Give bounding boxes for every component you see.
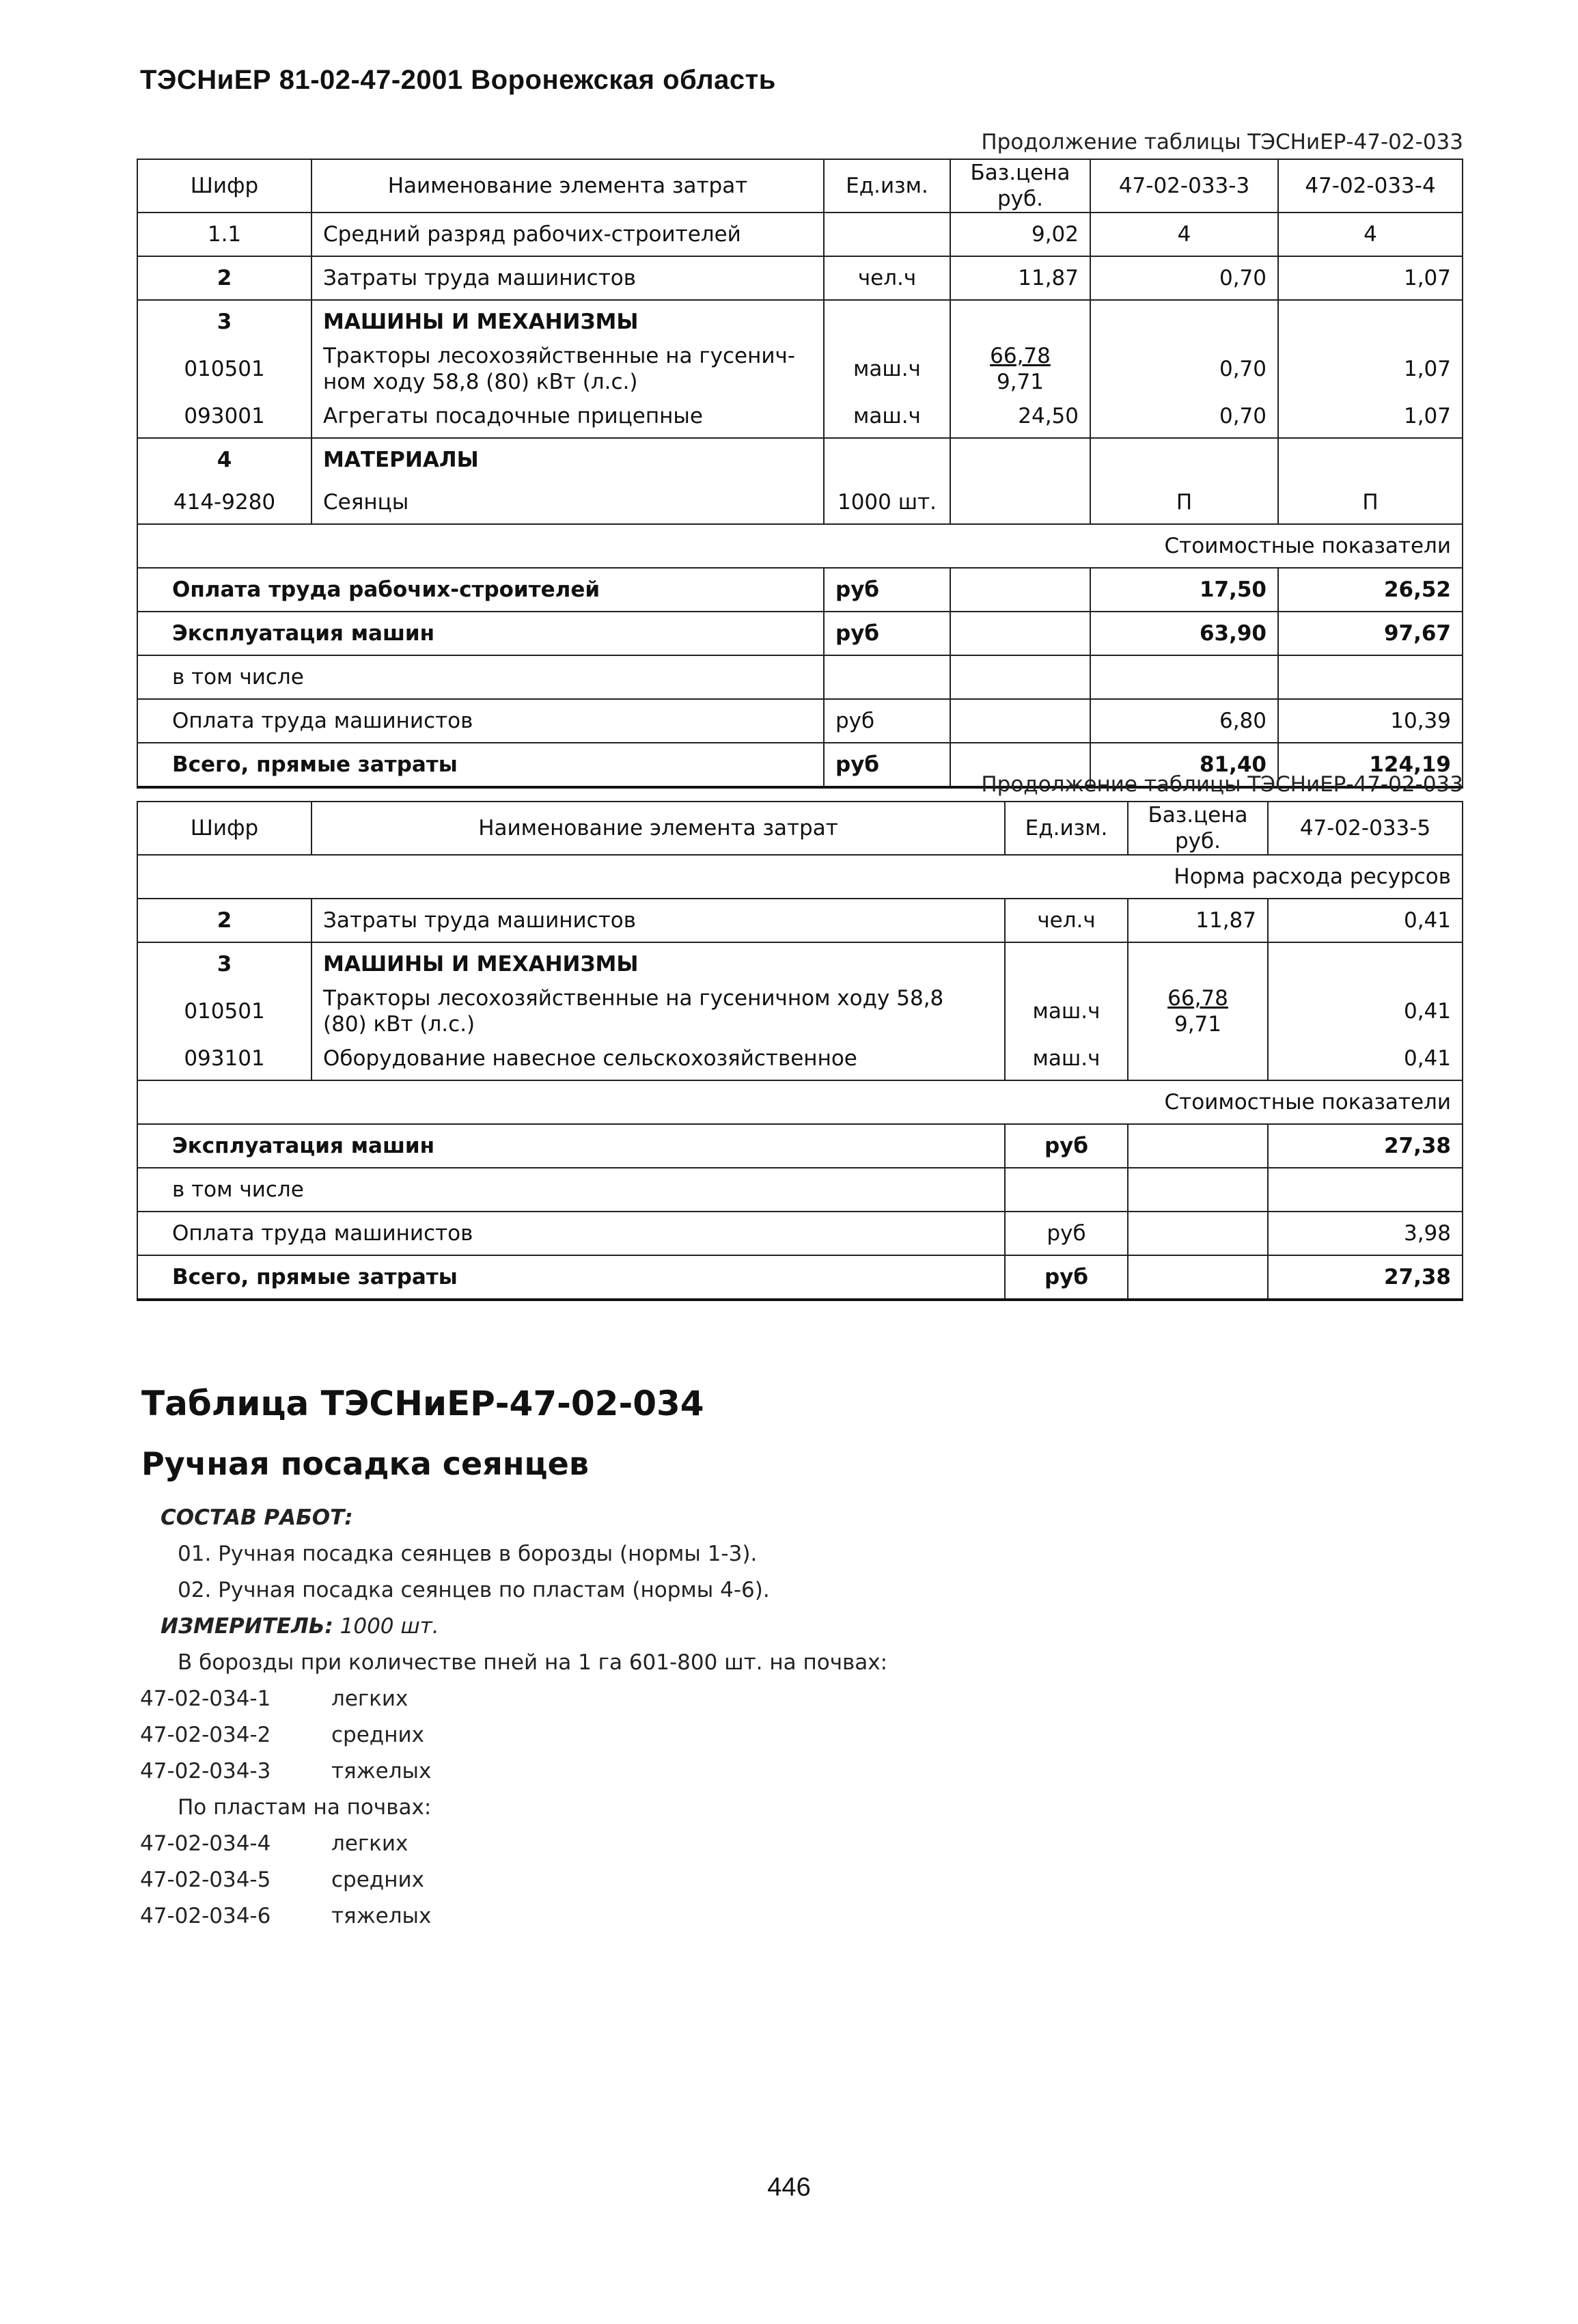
norm-label: средних [331,1868,424,1892]
totals-value-4: 26,52 [1278,568,1463,612]
totals-value-3: 81,40 [1090,743,1278,787]
totals-value-4: 10,39 [1278,699,1463,743]
table2-cost-header-row [137,1080,1463,1124]
totals-row [137,699,1463,743]
row-value-4: 4 [1278,213,1463,256]
table-row [137,300,1463,343]
row-unit [824,438,950,481]
table1-col-033-3: 47-02-033-3 [1090,159,1278,213]
norm-label: средних [331,1723,424,1747]
totals-value-3 [1090,655,1278,699]
table2-col-code: Шифр [137,802,312,855]
page-header-title: ТЭСНиЕР 81-02-47-2001 Воронежская область [140,65,776,95]
row-price: 9,02 [950,213,1090,256]
totals-unit: руб [824,699,950,743]
price-value: 66,78 [990,344,1051,368]
totals-value-4: 124,19 [1278,743,1463,787]
norm-header: Норма расхода ресурсов [137,855,1463,899]
totals-label: Оплата труда рабочих-строителей [137,568,824,612]
totals-value-4 [1278,655,1463,699]
table2-caption: Продолжение таблицы ТЭСНиЕР-47-02-033 [981,772,1463,797]
group-title: В борозды при количестве пней на 1 га 601-800 шт. на почвах: [178,1650,888,1675]
row-name: Тракторы лесохозяйственные на гусенич-ном ходу 58,8 (80) кВт (л.с.) [312,343,824,395]
table-row [137,438,1463,481]
row-section-title: МАШИНЫ И МЕХАНИЗМЫ [312,300,824,343]
row-value-4: 1,07 [1278,395,1463,438]
row-value-4 [1278,438,1463,481]
measure-label: ИЗМЕРИТЕЛЬ: [161,1614,333,1639]
row-code: 010501 [137,985,312,1037]
section-details [140,1500,887,1935]
totals-price [950,655,1090,699]
row-code: 093001 [137,395,312,438]
row-price [950,481,1090,524]
totals-label: в том числе [137,655,824,699]
row-value-4: 1,07 [1278,256,1463,300]
totals-label: в том числе [137,1168,1005,1212]
totals-value-3: 17,50 [1090,568,1278,612]
norm-label: тяжелых [331,1904,432,1928]
measure-line [140,1609,887,1645]
table-row [137,256,1463,300]
table-row [137,985,1463,1037]
table1-header-row [137,159,1463,213]
row-section-title: МАТЕРИАЛЫ [312,438,824,481]
row-unit: маш.ч [1005,985,1128,1037]
table2-col-price: Баз.цена руб. [1128,802,1268,855]
section-subtitle: Ручная посадка сеянцев [141,1445,589,1482]
totals-price [1128,1212,1268,1255]
row-value-5 [1268,942,1463,985]
table2-col-unit: Ед.изм. [1005,802,1128,855]
table1-col-unit: Ед.изм. [824,159,950,213]
totals-value-5: 27,38 [1268,1255,1463,1300]
totals-value-5 [1268,1168,1463,1212]
table-row [137,213,1463,256]
list-item [140,1753,887,1790]
norm-label: легких [331,1831,409,1856]
price-value: 66,78 [1167,986,1228,1011]
totals-label: Эксплуатация машин [137,612,824,655]
row-name: Средний разряд рабочих-строителей [312,213,824,256]
row-code: 414-9280 [137,481,312,524]
row-price [1128,942,1268,985]
row-price: 11,87 [1128,899,1268,942]
row-name: Оборудование навесное сельскохозяйственное [312,1037,1005,1080]
totals-price [950,612,1090,655]
totals-unit: руб [824,743,950,787]
row-unit: чел.ч [824,256,950,300]
totals-unit: руб [824,568,950,612]
page-number: 446 [767,2173,811,2202]
list-item [140,1681,887,1717]
norm-code: 47-02-034-4 [140,1831,271,1856]
totals-price [1128,1124,1268,1168]
row-value-3: 4 [1090,213,1278,256]
table-row [137,1037,1463,1080]
list-item [140,1717,887,1753]
table-row [137,481,1463,524]
table-row [137,899,1463,942]
row-unit [824,300,950,343]
row-value-3 [1090,300,1278,343]
row-unit: маш.ч [1005,1037,1128,1080]
row-name: Тракторы лесохозяйственные на гусеничном ходу 58,8 (80) кВт (л.с.) [312,985,1005,1037]
totals-row [137,568,1463,612]
row-value-4: П [1278,481,1463,524]
totals-value-4: 97,67 [1278,612,1463,655]
row-unit [824,213,950,256]
row-price [950,438,1090,481]
row-price [1128,985,1268,1037]
table2-col-name: Наименование элемента затрат [312,802,1005,855]
totals-unit: руб [824,612,950,655]
section-title: Таблица ТЭСНиЕР-47-02-034 [141,1384,704,1423]
row-name: Агрегаты посадочные прицепные [312,395,824,438]
totals-price [950,699,1090,743]
list-item [140,1898,887,1935]
totals-row [137,1255,1463,1300]
totals-value-3: 6,80 [1090,699,1278,743]
totals-price [1128,1168,1268,1212]
table2 [137,801,1463,1301]
row-value-3: П [1090,481,1278,524]
row-section-title: МАШИНЫ И МЕХАНИЗМЫ [312,942,1005,985]
row-value-5: 0,41 [1268,1037,1463,1080]
totals-price [950,568,1090,612]
works-label: СОСТАВ РАБОТ: [161,1505,353,1530]
row-code: 3 [137,942,312,985]
totals-row [137,1168,1463,1212]
norm-code: 47-02-034-1 [140,1686,271,1711]
row-code: 093101 [137,1037,312,1080]
work-item: 02. Ручная посадка сеянцев по пластам (нормы 4-6). [178,1578,770,1602]
table1-col-name: Наименование элемента затрат [312,159,824,213]
table-row [137,395,1463,438]
list-item [140,1862,887,1898]
table-row [137,942,1463,985]
totals-label: Эксплуатация машин [137,1124,1005,1168]
norm-code: 47-02-034-3 [140,1759,271,1783]
row-value-3 [1090,438,1278,481]
row-value-3: 0,70 [1090,395,1278,438]
totals-price [1128,1255,1268,1300]
norm-code: 47-02-034-2 [140,1723,271,1747]
cost-header: Стоимостные показатели [137,524,1463,568]
measure-value: 1000 шт. [340,1614,439,1639]
table2-norm-header-row [137,855,1463,899]
table1-col-033-4: 47-02-033-4 [1278,159,1463,213]
row-price: 24,50 [950,395,1090,438]
row-unit: маш.ч [824,395,950,438]
totals-value-5: 3,98 [1268,1212,1463,1255]
row-value-5: 0,41 [1268,899,1463,942]
row-code: 3 [137,300,312,343]
work-item: 01. Ручная посадка сеянцев в борозды (нормы 1-3). [178,1542,758,1566]
totals-unit: руб [1005,1124,1128,1168]
row-value-4 [1278,300,1463,343]
totals-row [137,655,1463,699]
row-value-3: 0,70 [1090,343,1278,395]
norm-label: легких [331,1686,409,1711]
table1-col-price: Баз.цена руб. [950,159,1090,213]
totals-value-5: 27,38 [1268,1124,1463,1168]
row-unit [1005,942,1128,985]
row-price: 11,87 [950,256,1090,300]
totals-label: Всего, прямые затраты [137,1255,1005,1300]
row-unit: маш.ч [824,343,950,395]
norm-code: 47-02-034-5 [140,1868,271,1892]
table1-caption: Продолжение таблицы ТЭСНиЕР-47-02-033 [981,130,1463,154]
row-unit: 1000 шт. [824,481,950,524]
row-price [1128,1037,1268,1080]
totals-label: Всего, прямые затраты [137,743,824,787]
totals-unit [824,655,950,699]
table2-header-row [137,802,1463,855]
row-price [950,300,1090,343]
table-row [137,343,1463,395]
row-code: 010501 [137,343,312,395]
row-name: Затраты труда машинистов [312,899,1005,942]
price-value-secondary: 9,71 [996,370,1044,394]
totals-value-3: 63,90 [1090,612,1278,655]
totals-label: Оплата труда машинистов [137,1212,1005,1255]
row-value-3: 0,70 [1090,256,1278,300]
totals-unit: руб [1005,1212,1128,1255]
table2-col-033-5: 47-02-033-5 [1268,802,1463,855]
row-code: 1.1 [137,213,312,256]
row-name: Затраты труда машинистов [312,256,824,300]
norm-code: 47-02-034-6 [140,1904,271,1928]
row-code: 2 [137,256,312,300]
row-price [950,343,1090,395]
totals-unit: руб [1005,1255,1128,1300]
totals-label: Оплата труда машинистов [137,699,824,743]
norm-label: тяжелых [331,1759,432,1783]
totals-row [137,1212,1463,1255]
row-code: 4 [137,438,312,481]
row-value-5: 0,41 [1268,985,1463,1037]
group-title: По пластам на почвах: [178,1795,432,1820]
totals-unit [1005,1168,1128,1212]
row-name: Сеянцы [312,481,824,524]
list-item [140,1826,887,1862]
totals-row [137,612,1463,655]
table1-col-code: Шифр [137,159,312,213]
row-value-4: 1,07 [1278,343,1463,395]
totals-row [137,1124,1463,1168]
table1-cost-header-row [137,524,1463,568]
price-value-secondary: 9,71 [1174,1012,1222,1037]
row-unit: чел.ч [1005,899,1128,942]
row-code: 2 [137,899,312,942]
cost-header: Стоимостные показатели [137,1080,1463,1124]
table1 [137,159,1463,789]
